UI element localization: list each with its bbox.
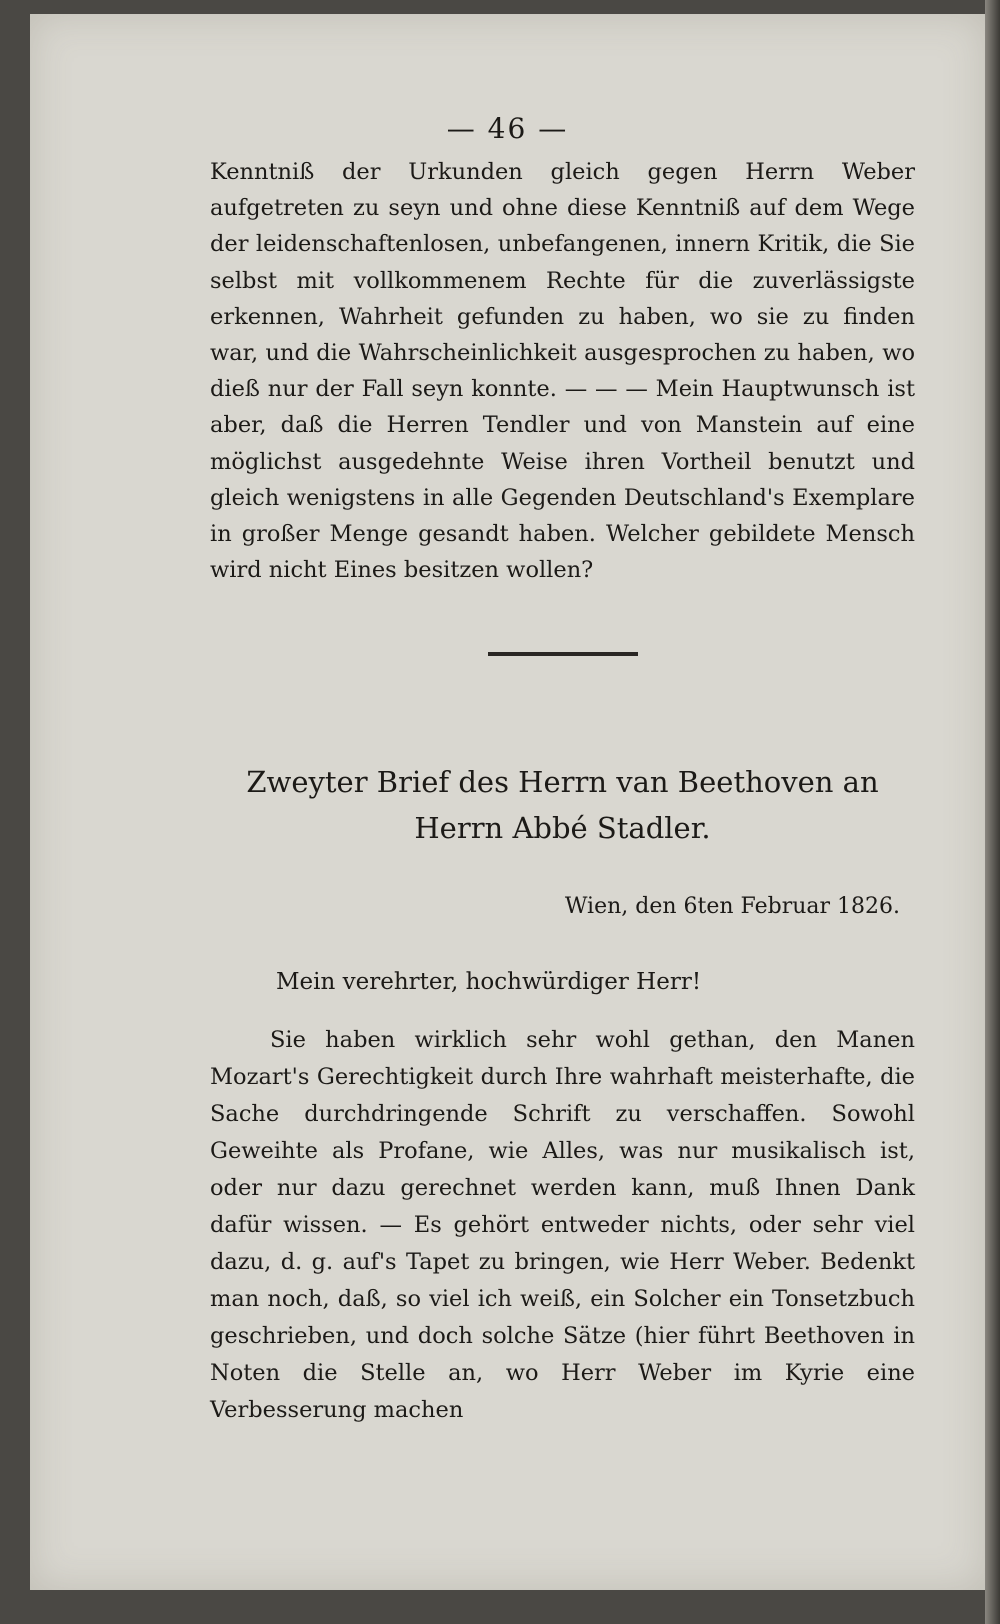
page-number: — 46 — (446, 112, 569, 145)
page-edge-shadow (985, 0, 1000, 1624)
book-page (30, 14, 985, 1590)
section-divider (488, 652, 638, 656)
letter-salutation: Mein verehrter, hochwürdiger Herr! (276, 969, 702, 995)
body-paragraph-1: Kenntniß der Urkunden gleich gegen Herrn Weber aufgetreten zu seyn und ohne diese Kenntniß auf dem Wege der leidenschaftenlosen, unbefangenen, innern Kritik, die Sie selbst mit vollkommenem Rechte für die zuverlässigste erkennen, Wahrheit gefunden zu haben, wo sie zu finden war, und die Wahrscheinlichkeit ausgesprochen zu haben, wo dieß nur der Fall seyn konnte. — — — Mein Hauptwunsch ist aber, daß die Herren Tendler und von Manstein auf eine möglichst ausgedehnte Weise ihren Vortheil benutzt und gleich wenigstens in alle Gegenden Deutschland's Exemplare in großer Menge gesandt haben. Welcher gebildete Mensch wird nicht Eines besitzen wollen? (210, 159, 915, 584)
letter-heading: Zweyter Brief des Herrn van Beethoven an Herrn Abbé Stadler. (246, 765, 879, 845)
body-paragraph-2: Sie haben wirklich sehr wohl gethan, den Manen Mozart's Gerechtigkeit durch Ihre wahrhaft meisterhafte, die Sache durchdringende Schrift zu verschaffen. Sowohl Geweihte als Profane, wie Alles, was nur musikalisch ist, oder nur dazu gerechnet werden kann, muß Ihnen Dank dafür wissen. — Es gehört entweder nichts, oder sehr viel dazu, d. g. auf's Tapet zu bringen, wie Herr Weber. Bedenkt man noch, daß, so viel ich weiß, ein Solcher ein Tonsetzbuch geschrieben, und doch solche Sätze (hier führt Beethoven in Noten die Stelle an, wo Herr Weber im Kyrie eine Verbesserung machen (210, 1027, 915, 1423)
letter-dateline: Wien, den 6ten Februar 1826. (564, 894, 900, 919)
